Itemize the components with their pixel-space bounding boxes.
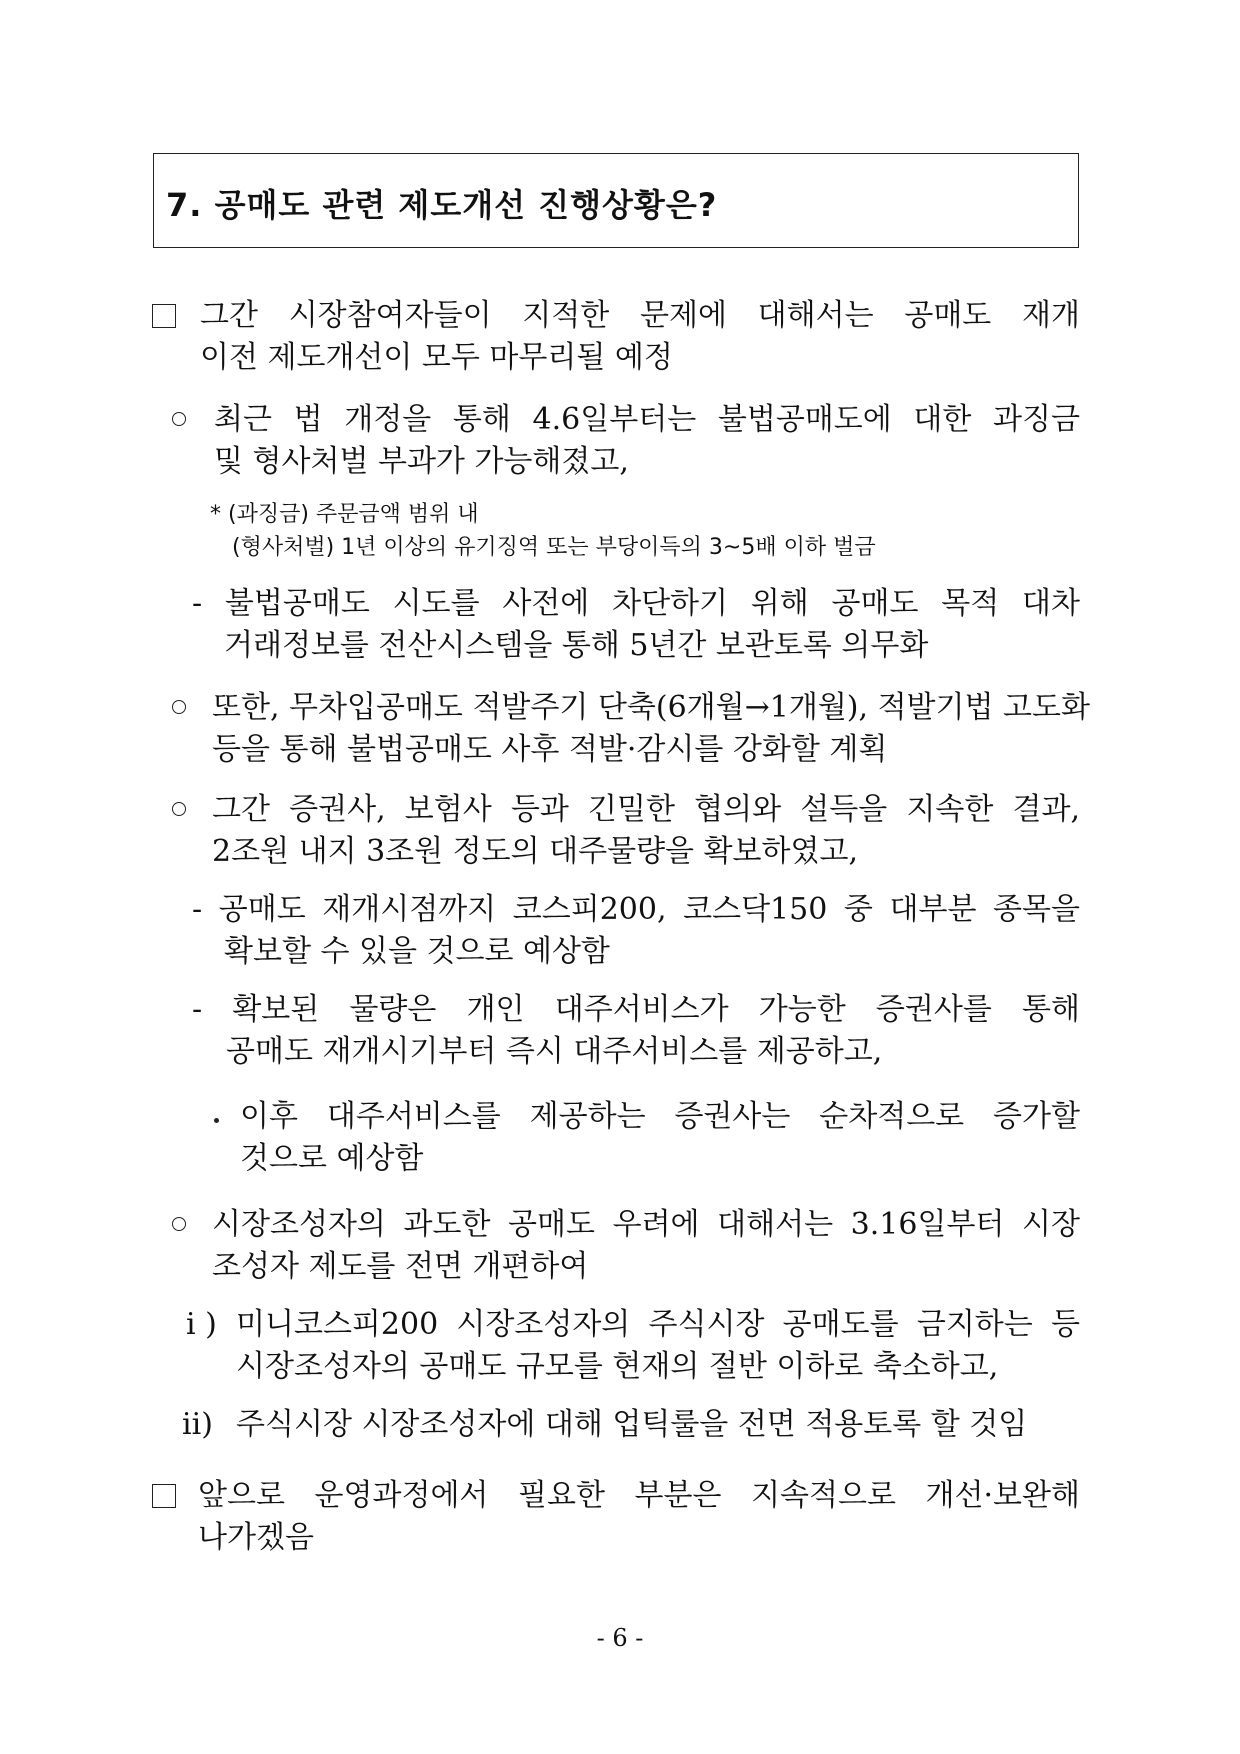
- paragraph-line: 시장조성자의 과도한 공매도 우려에 대해서는 3.16일부터 시장: [212, 1207, 1080, 1242]
- circle-bullet-icon: [172, 1217, 186, 1231]
- dash-item-line: - 확보된 물량은 개인 대주서비스가 가능한 증권사를 통해: [192, 992, 1080, 1027]
- circle-bullet-icon: [172, 802, 186, 816]
- paragraph-line: 최근 법 개정을 통해 4.6일부터는 불법공매도에 대한 과징금: [214, 402, 1080, 437]
- section-title: 7. 공매도 관련 제도개선 진행상황은?: [166, 186, 718, 224]
- roman-numeral-label: ii): [182, 1407, 213, 1442]
- paragraph-line: 2조원 내지 3조원 정도의 대주물량을 확보하였고,: [212, 834, 859, 869]
- paragraph-line: 그간 증권사, 보험사 등과 긴밀한 협의와 설득을 지속한 결과,: [212, 792, 1080, 827]
- paragraph-line: 및 형사처벌 부과가 가능해졌고,: [214, 444, 629, 479]
- dash-item-line: - 공매도 재개시점까지 코스피200, 코스닥150 중 대부분 종목을: [192, 892, 1080, 927]
- dash-item-line: 공매도 재개시기부터 즉시 대주서비스를 제공하고,: [226, 1034, 883, 1069]
- circle-bullet-icon: [172, 412, 186, 426]
- dash-item-line: 거래정보를 전산시스템을 통해 5년간 보관토록 의무화: [224, 628, 929, 663]
- numbered-item-line: 미니코스피200 시장조성자의 주식시장 공매도를 금지하는 등: [236, 1307, 1080, 1342]
- square-bullet-icon: [152, 1484, 176, 1508]
- paragraph-line: 그간 시장참여자들이 지적한 문제에 대해서는 공매도 재개: [200, 298, 1080, 333]
- paragraph-line: 또한, 무차입공매도 적발주기 단축(6개월→1개월), 적발기법 고도화: [212, 690, 1090, 725]
- roman-numeral-label: i ): [186, 1307, 217, 1342]
- numbered-item-line: 시장조성자의 공매도 규모를 현재의 절반 이하로 축소하고,: [236, 1349, 999, 1384]
- dash-item-line: - 불법공매도 시도를 사전에 차단하기 위해 공매도 목적 대차: [192, 586, 1080, 621]
- page-number: - 6 -: [596, 1624, 644, 1652]
- circle-bullet-icon: [172, 700, 186, 714]
- section-title-box: [153, 153, 1079, 248]
- paragraph-line: 나가겠음: [198, 1520, 314, 1555]
- numbered-item-line: 주식시장 시장조성자에 대해 업틱룰을 전면 적용토록 할 것임: [236, 1407, 1028, 1442]
- dash-item-line: 확보할 수 있을 것으로 예상함: [224, 934, 610, 969]
- paragraph-line: 앞으로 운영과정에서 필요한 부분은 지속적으로 개선·보완해: [198, 1478, 1080, 1513]
- paragraph-line: 조성자 제도를 전면 개편하여: [212, 1249, 589, 1284]
- paragraph-line: 이전 제도개선이 모두 마무리될 예정: [200, 340, 673, 375]
- square-bullet-icon: [152, 304, 176, 328]
- paragraph-line: 등을 통해 불법공매도 사후 적발·감시를 강화할 계획: [212, 732, 888, 767]
- sub-item-line: 이후 대주서비스를 제공하는 증권사는 순차적으로 증가할: [240, 1099, 1080, 1134]
- footnote-line: * (과징금) 주문금액 범위 내: [210, 502, 479, 527]
- sub-item-line: 것으로 예상함: [240, 1141, 424, 1176]
- footnote-line: (형사처벌) 1년 이상의 유기징역 또는 부당이득의 3~5배 이하 벌금: [232, 535, 876, 560]
- middle-dot-bullet-icon: [214, 1118, 219, 1123]
